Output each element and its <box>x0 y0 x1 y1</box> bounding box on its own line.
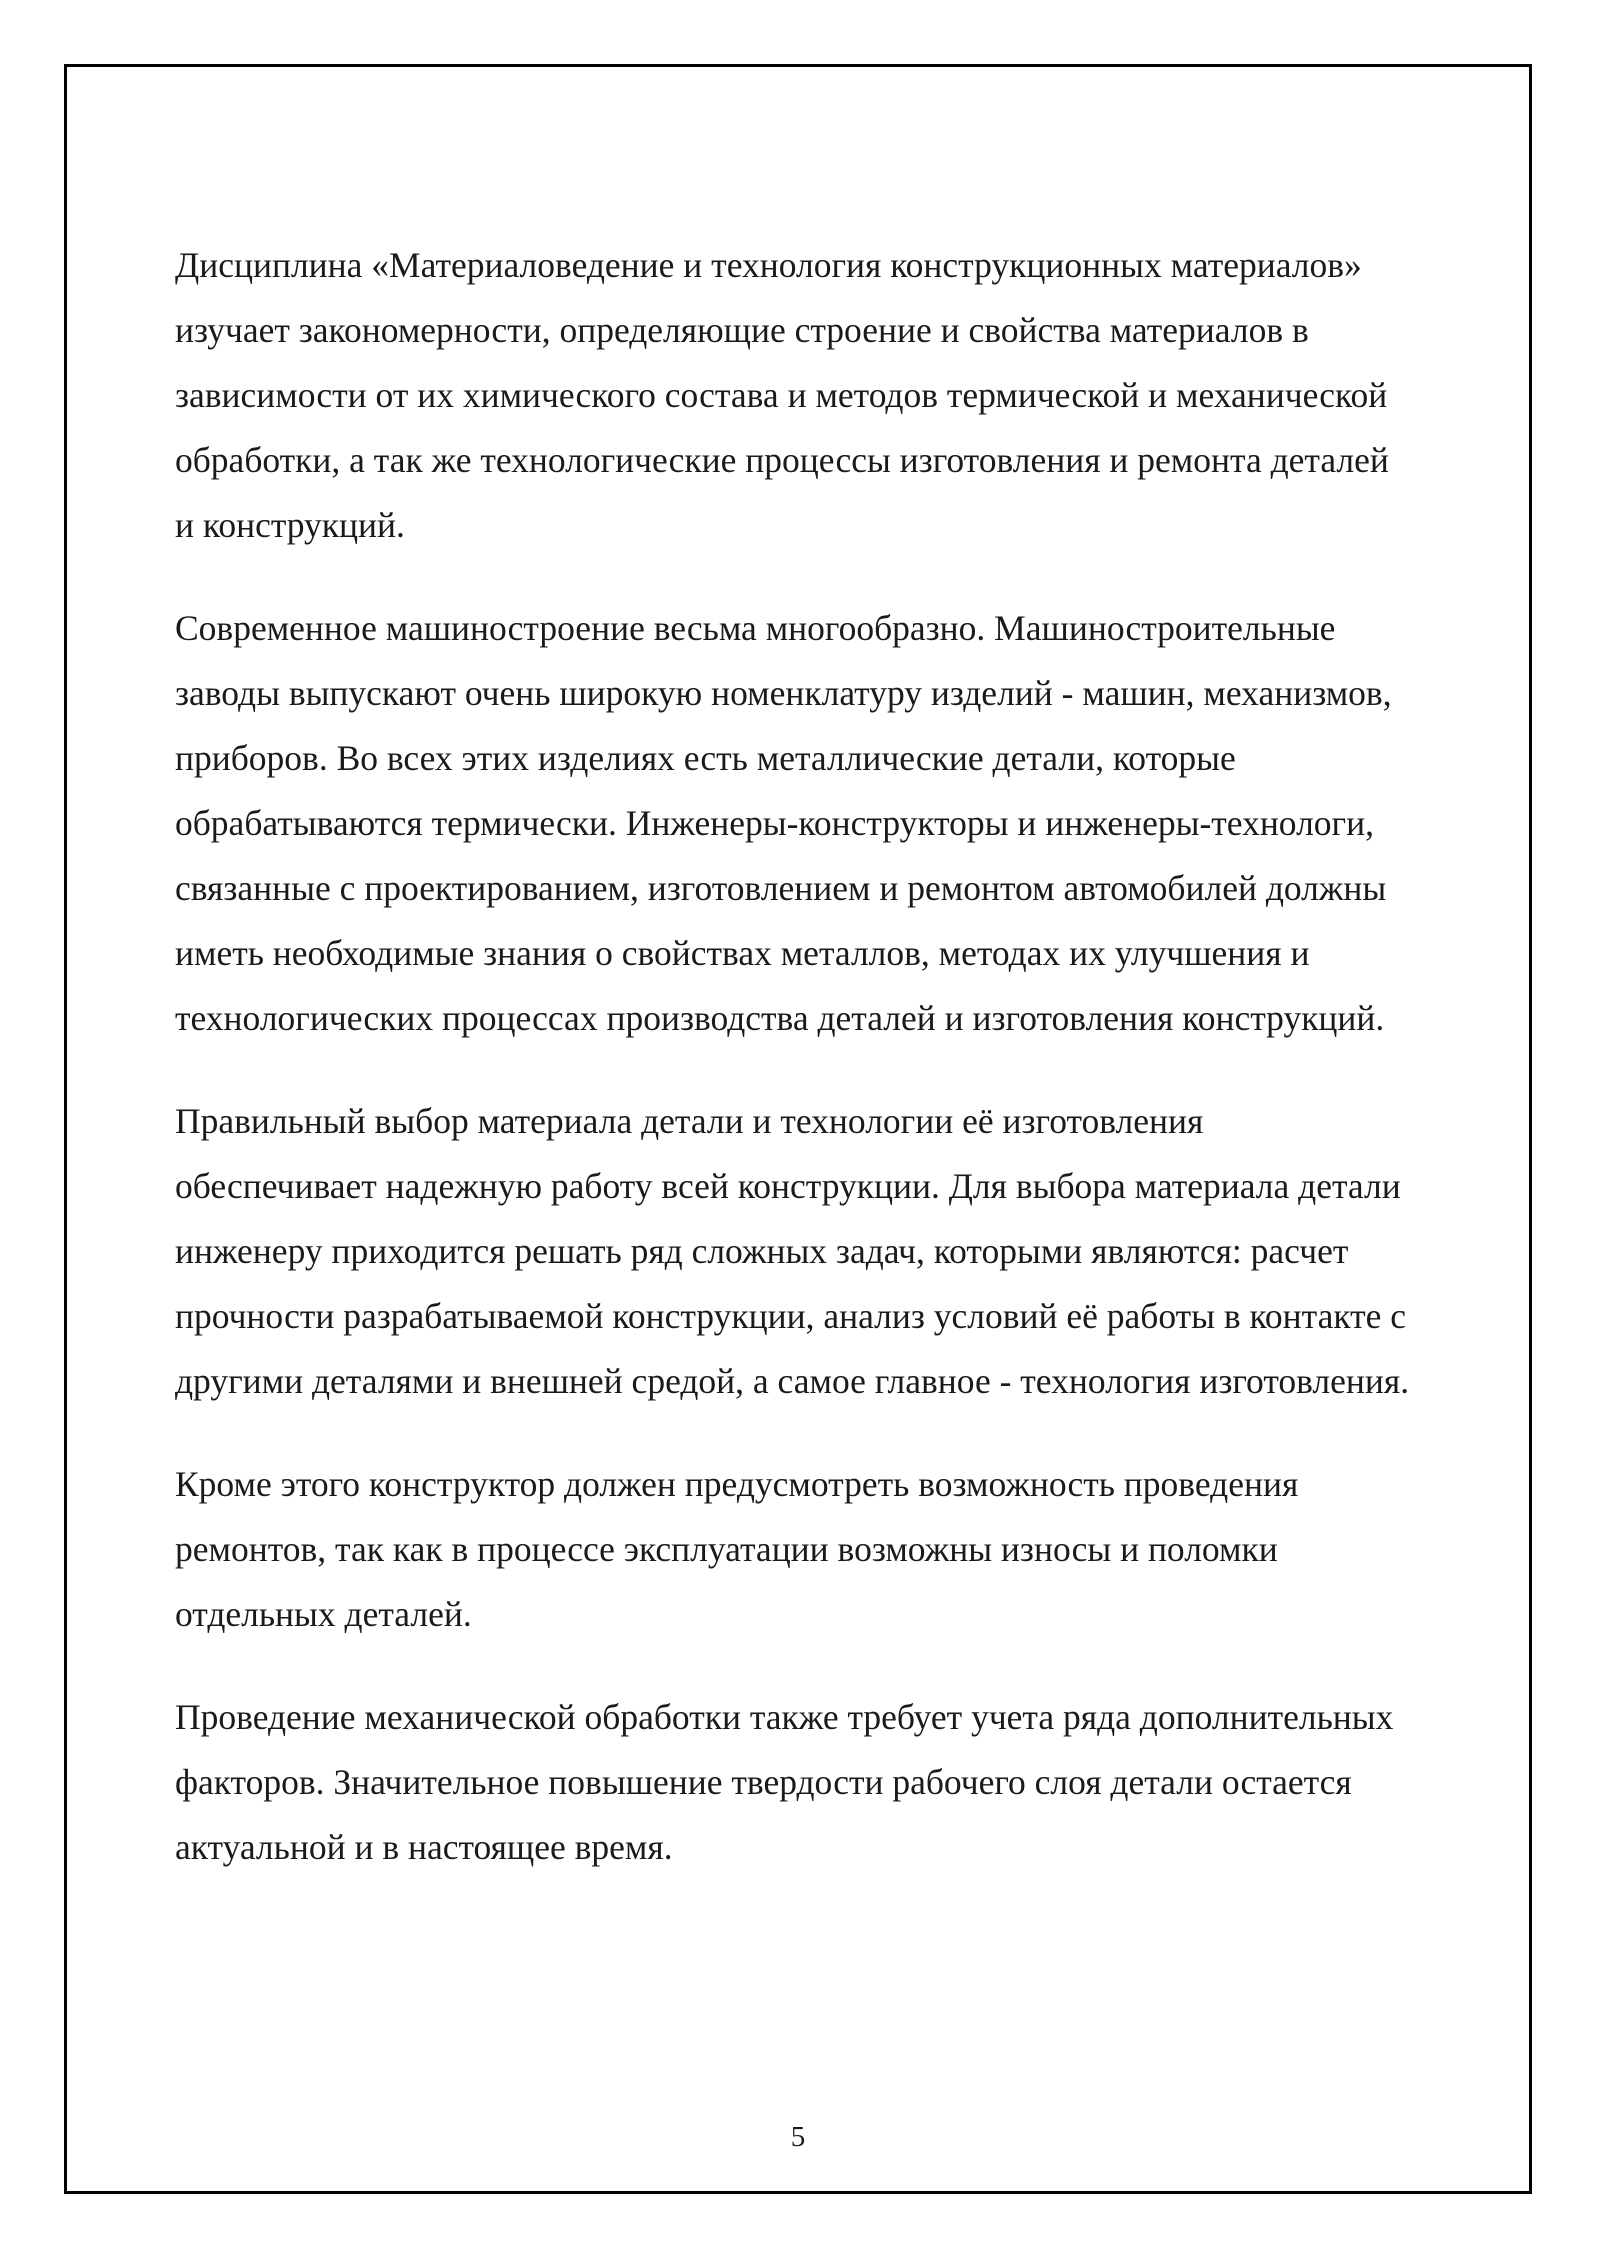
paragraph-2 <box>175 596 1575 1051</box>
text-line: обеспечивает надежную работу всей конструкции. Для выбора материала детали <box>175 1166 1401 1206</box>
text-line: зависимости от их химического состава и методов термической и механической <box>175 375 1388 415</box>
paragraph-5 <box>175 1685 1575 1880</box>
text-line: изучает закономерности, определяющие строение и свойства материалов в <box>175 310 1309 350</box>
text-line: и конструкций. <box>175 505 405 545</box>
paragraph-4 <box>175 1452 1575 1647</box>
text-line: актуальной и в настоящее время. <box>175 1827 673 1867</box>
text-line: Дисциплина «Материаловедение и технология конструкционных материалов» <box>175 245 1362 285</box>
text-line: другими деталями и внешней средой, а самое главное - технология изготовления. <box>175 1361 1410 1401</box>
page-frame <box>64 64 1532 2194</box>
text-line: Кроме этого конструктор должен предусмотреть возможность проведения <box>175 1464 1299 1504</box>
text-line: факторов. Значительное повышение твердости рабочего слоя детали остается <box>175 1762 1352 1802</box>
text-line: Современное машиностроение весьма многообразно. Машиностроительные <box>175 608 1336 648</box>
text-line: обработки, а так же технологические процессы изготовления и ремонта деталей <box>175 440 1389 480</box>
text-line: Проведение механической обработки также требует учета ряда дополнительных <box>175 1697 1394 1737</box>
text-line: иметь необходимые знания о свойствах металлов, методах их улучшения и <box>175 933 1310 973</box>
text-line: заводы выпускают очень широкую номенклатуру изделий - машин, механизмов, <box>175 673 1392 713</box>
paragraph-3 <box>175 1089 1575 1414</box>
text-line: Правильный выбор материала детали и технологии её изготовления <box>175 1101 1204 1141</box>
page-number: 5 <box>790 2121 806 2153</box>
document-body <box>175 233 1575 1918</box>
text-line: связанные с проектированием, изготовлением и ремонтом автомобилей должны <box>175 868 1387 908</box>
text-line: технологических процессах производства деталей и изготовления конструкций. <box>175 998 1385 1038</box>
text-line: ремонтов, так как в процессе эксплуатации возможны износы и поломки <box>175 1529 1278 1569</box>
paragraph-1 <box>175 233 1575 558</box>
text-line: приборов. Во всех этих изделиях есть металлические детали, которые <box>175 738 1236 778</box>
text-line: инженеру приходится решать ряд сложных задач, которыми являются: расчет <box>175 1231 1349 1271</box>
text-line: прочности разрабатываемой конструкции, анализ условий её работы в контакте с <box>175 1296 1407 1336</box>
text-line: обрабатываются термически. Инженеры-конструкторы и инженеры-технологи, <box>175 803 1374 843</box>
text-line: отдельных деталей. <box>175 1594 472 1634</box>
